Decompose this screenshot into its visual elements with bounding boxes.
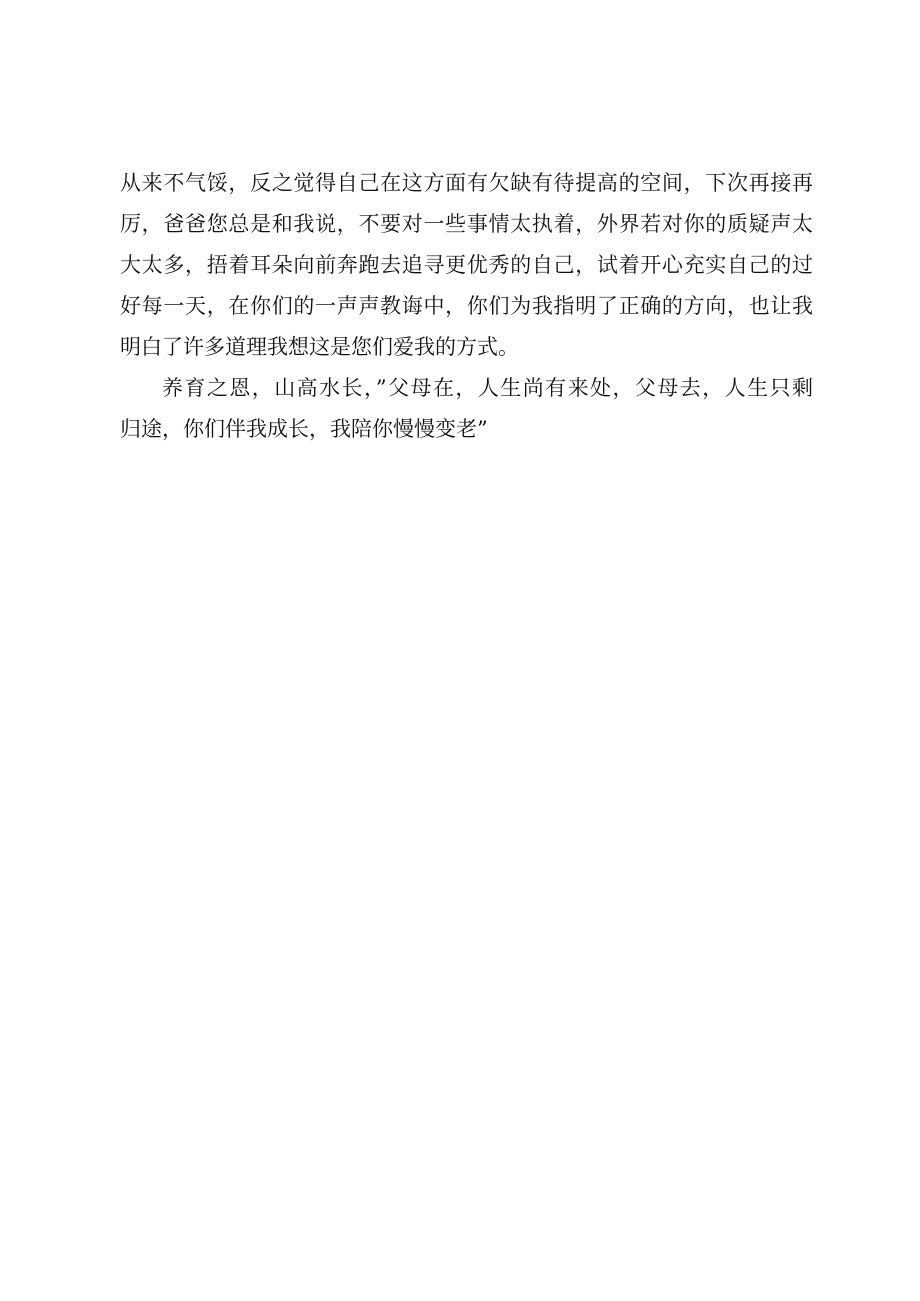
paragraph-line: 厉，爸爸您总是和我说，不要对一些事情太执着，外界若对你的质疑声太 [120,212,813,236]
paragraph-line: 从来不气馁，反之觉得自己在这方面有欠缺有待提高的空间，下次再接再 [120,171,813,195]
paragraph-1 [120,163,813,368]
paragraph-line: 大太多，捂着耳朵向前奔跑去追寻更优秀的自己，试着开心充实自己的过 [120,253,813,277]
paragraph-line: 好每一天，在你们的一声声教诲中，你们为我指明了正确的方向，也让我 [120,294,813,318]
paragraph-2 [120,368,813,450]
paragraph-line: 明白了许多道理我想这是您们爱我的方式。 [120,335,519,359]
document-body [120,163,813,450]
paragraph-line: 归途，你们伴我成长，我陪你慢慢变老” [120,417,488,441]
paragraph-line: 养育之恩，山高水长，”父母在，人生尚有来处，父母去，人生只剩 [162,376,813,400]
